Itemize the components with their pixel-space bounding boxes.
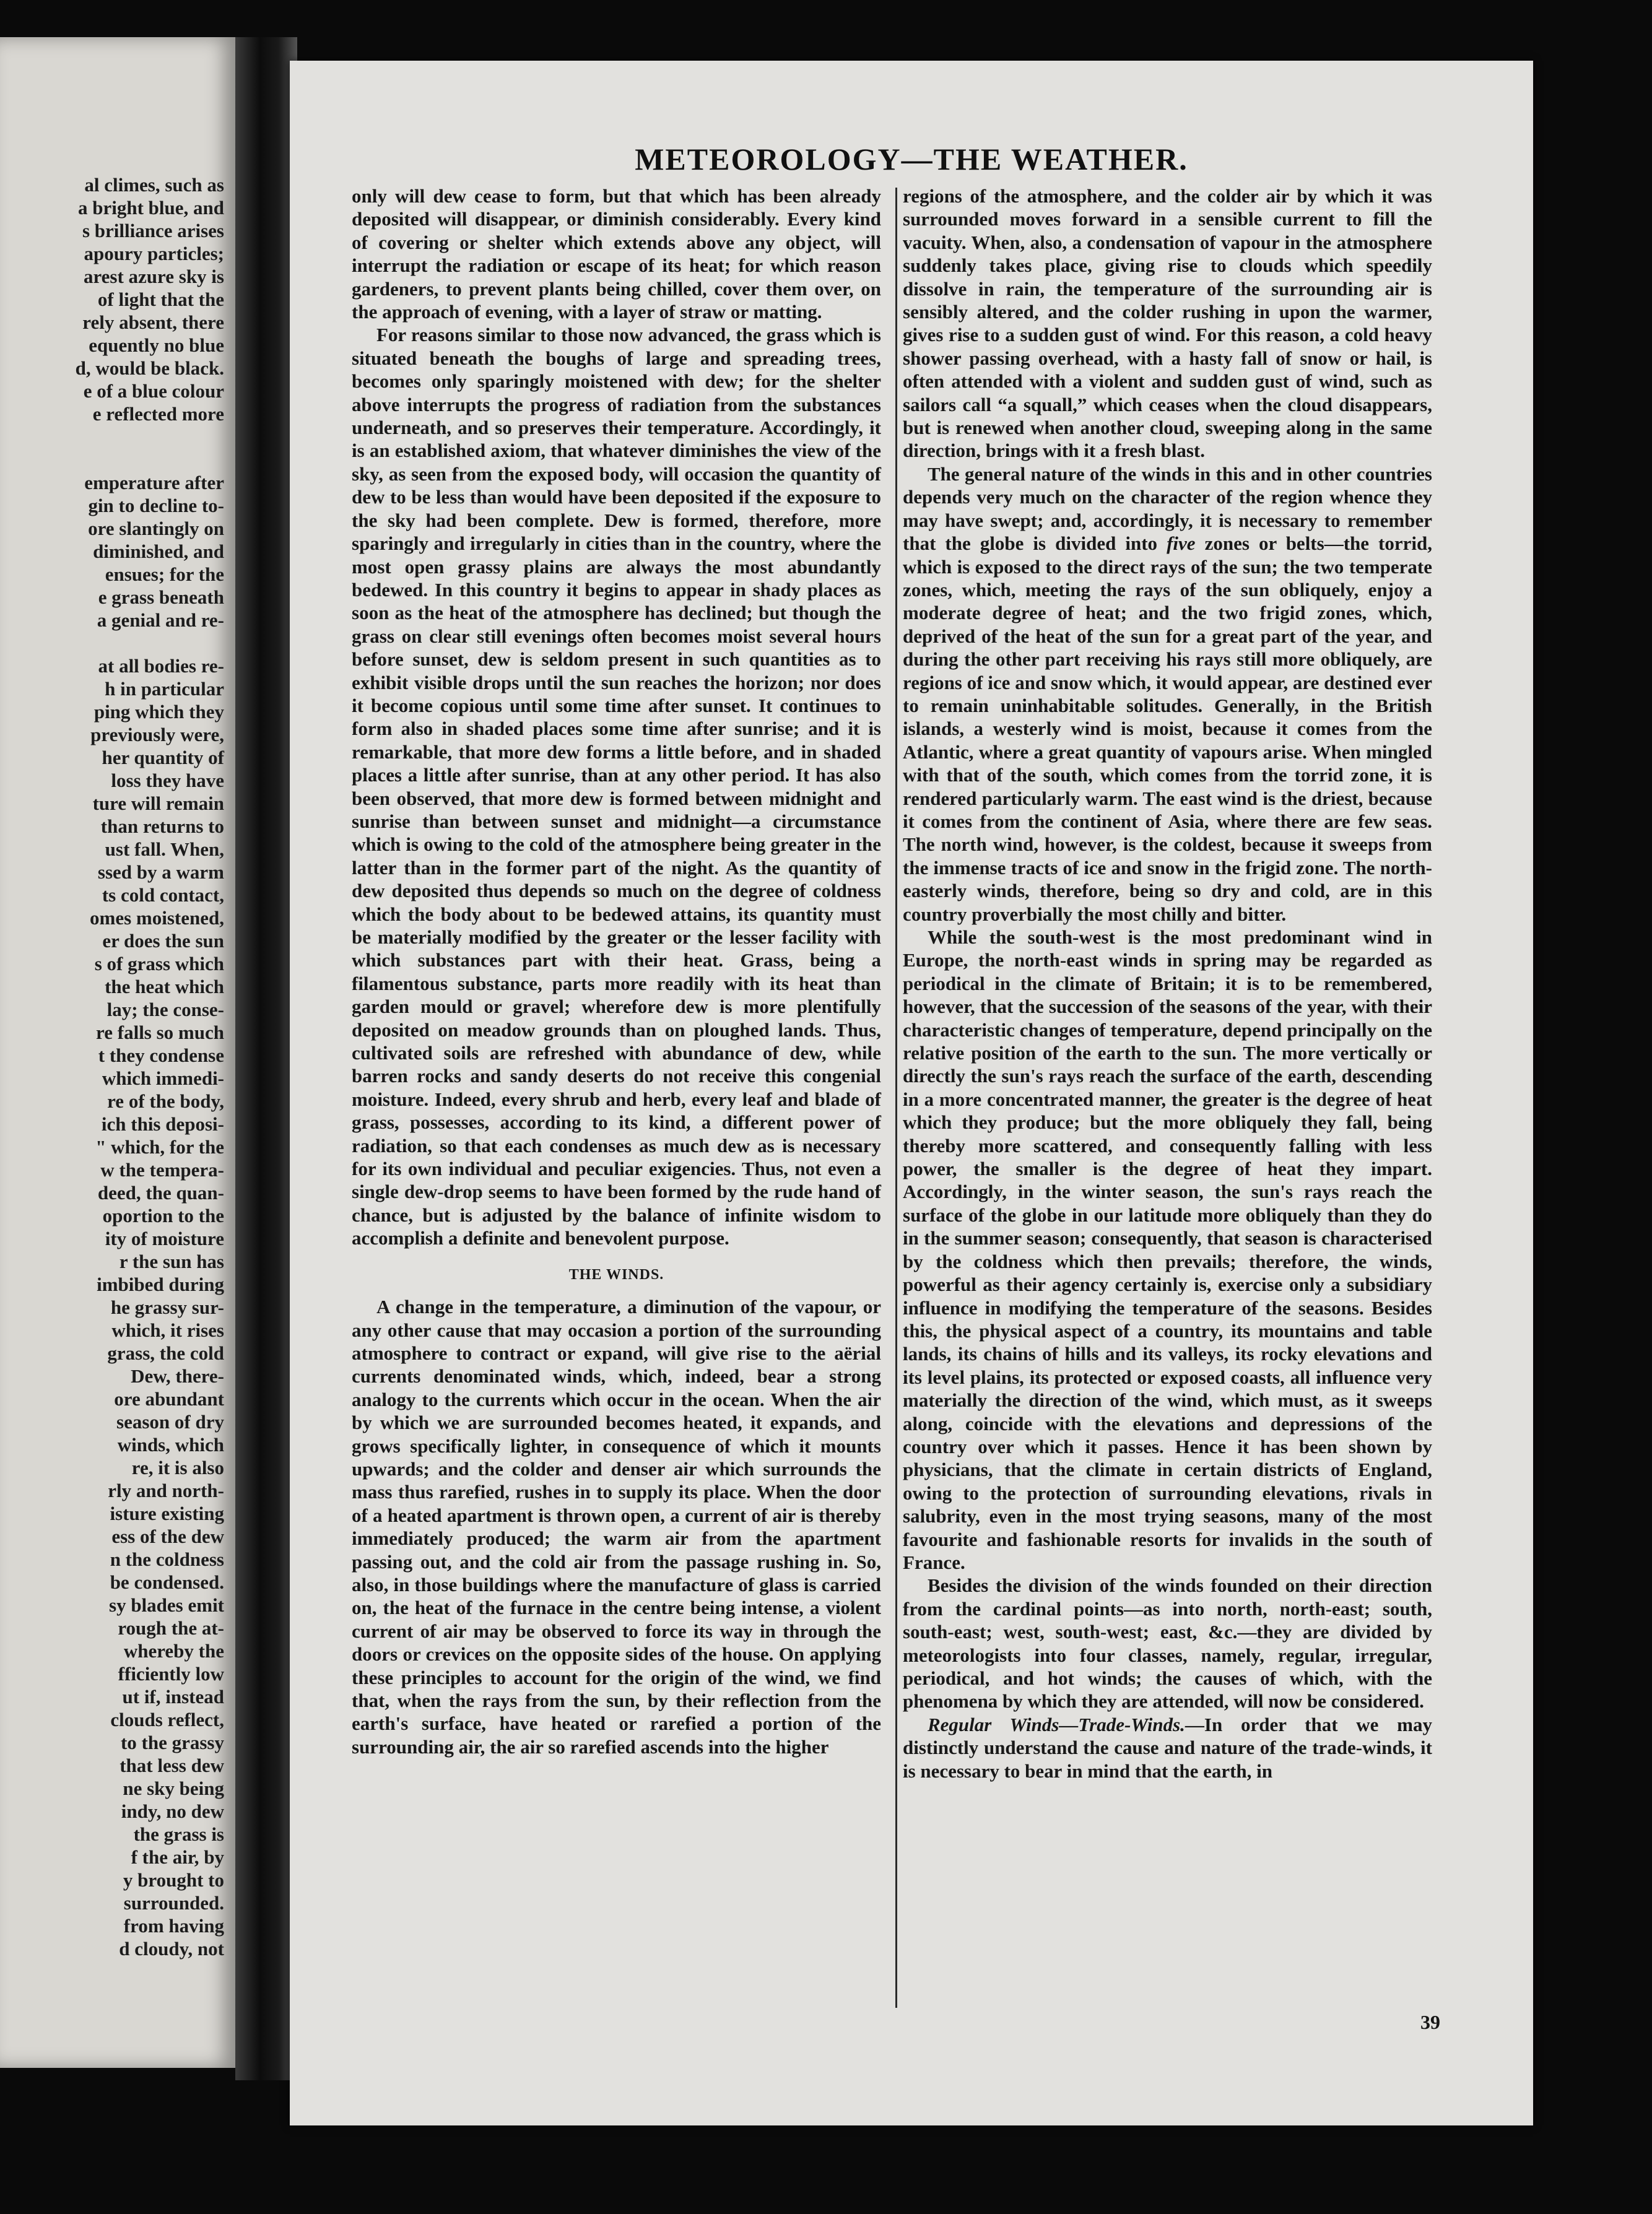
section-heading: THE WINDS. xyxy=(568,1266,664,1283)
page-number: 39 xyxy=(1420,2011,1440,2033)
right-page xyxy=(290,61,1533,2125)
text-run: —In order that we may distinctly understand the cause and nature of the trade-winds, it is necessary to bear in mind that the earth, in xyxy=(903,1713,1432,1782)
text-run: The general nature of the winds in this and in other countries depends very much on the character of the region whence they may have swept; and, accordingly, it is necessary to remember that the globe is divided into xyxy=(903,462,1432,555)
paragraph: only will dew cease to form, but that which has been already deposited will disappear, or diminish considerably. Every kind of covering or shelter which extends above any object, will interrupt the radiation or escape of its heat; for which reason gardeners, to prevent plants being chilled, cover them over, on the approach of evening, with a layer of straw or matting. xyxy=(352,185,881,323)
paragraph: A change in the temperature, a diminution of the vapour, or any other cause that may occasion a portion of the surrounding atmosphere to contract or expand, will give rise to the aërial currents denominated winds, which, indeed, bear a strong analogy to the currents which occur in the ocean. When the air by which we are surrounded becomes heated, it expands, and grows specifically lighter, in consequence of which it mounts upwards; and the colder and denser air which surrounds the mass thus rarefied, rushes in to supply its place. When the door of a heated apartment is thrown open, a current of air is thereby immediately produced; the warm air from the apartment passing out, and the cold air from the passage rushing in. So, also, in those buildings where the manufacture of glass is carried on, the heat of the furnace in the centre being intense, a violent current of air may be observed to force its way in through the doors or crevices on the opposite sides of the house. On applying these principles to account for the origin of the wind, we find that, when the rays from the sun, by their reflection from the earth's surface, have heated or rarefied a portion of the surrounding air, the air so rarefied ascends into the higher xyxy=(352,1296,881,1758)
paragraph: Besides the division of the winds founded on their direction from the cardinal points—as into north, north-east; south, south-east; west, south-west; east, &c.—they are divided by meteorologists into four classes, namely, regular, irregular, periodical, and hot winds; the causes of which, with the phenomena by which they are attended, will now be considered. xyxy=(903,1574,1432,1713)
italic-text: five xyxy=(1167,532,1196,555)
book-gutter xyxy=(235,37,297,2080)
column-rule xyxy=(895,188,897,2008)
right-column xyxy=(903,184,1432,1782)
paragraph xyxy=(903,1713,1432,1782)
running-head: METEOROLOGY—THE WEATHER. xyxy=(635,142,1188,176)
paragraph: While the south-west is the most predominant wind in Europe, the north-east winds in spring may be regarded as periodical in the climate of Britain; it is to be remembered, however, that the succession of the seasons of the year, with their characteristic changes of temperature, depend principally on the relative position of the earth to the sun. The more vertically or directly the sun's rays reach the surface of the earth, descending in a more concentrated manner, the greater is the degree of heat which they produce; but the more obliquely they fall, being thereby more scattered, and consequently falling with less power, the smaller is the degree of heat they impart. Accordingly, in the winter season, the sun's rays reach the surface of the globe in our latitude more obliquely than they do in the summer season; consequently, that season is characterised by the coldness which then prevails; therefore, the winds, powerful as their agency certainly is, exercise only a subsidiary influence in modifying the temperature of the seasons. Besides this, the physical aspect of a country, its mountains and table lands, its chains of hills and its valleys, its rocky elevations and its level plains, its protected or exposed coasts, all influence very materially the direction of the wind, which must, as it sweeps along, coincide with the elevations and depressions of the country over which it passes. Hence it has been shown by physicians, that the climate in certain districts of England, owing to the protection of surrounding elevations, rivals in salubrity, even in the most trying seasons, many of the most favourite and fashionable resorts for invalids in the south of France. xyxy=(903,926,1432,1573)
left-page-text-fragments: al climes, such as a bright blue, and s brilliance arises apoury particles; arest azure sky is of light that the rely absent, there equently no blue d, would be black. e of a blue colour e reflected more emperature after gin to decline to- ore slantingly on diminished, and ensues; for the e grass beneath a genial and re- at all bodies re- h in particular ping which they previously were, her quantity of loss they have ture will remain than returns to ust fall. When, ssed by a warm ts cold contact, omes moistened, er does the sun s of grass which the heat which lay; the conse- re falls so much t they condense which immedi- re of the body, ich this deposi- " which, for the w the tempera- deed, the quan- oportion to the ity of moisture r the sun has imbibed during he grassy sur- which, it rises grass, the cold Dew, there- ore abundant season of dry winds, which re, it is also rly and north- isture existing ess of the dew n the coldness be condensed. sy blades emit rough the at- whereby the fficiently low ut if, instead clouds reflect, to the grassy that less dew ne sky being indy, no dew the grass is f the air, by y brought to surrounded. from having d cloudy, not xyxy=(75,174,224,1960)
paragraph: For reasons similar to those now advanced, the grass which is situated beneath the boughs of large and spreading trees, becomes only sparingly moistened with dew; for the shelter above interrupts the progress of radiation from the substances underneath, and so preserves their temperature. Accordingly, it is an established axiom, that whatever diminishes the view of the sky, as seen from the exposed body, will occasion the quantity of dew to be less than would have been deposited if the exposure to the sky had been complete. Dew is formed, therefore, more sparingly and irregularly in cities than in the country, where the most open grassy plains are always the most abundantly bedewed. In this country it begins to appear in shady places as soon as the heat of the atmosphere has declined; but though the grass on clear still evenings often becomes moist several hours before sunset, dew is seldom present in such quantities as to exhibit visible drops until the sun reaches the horizon; nor does it become copious until some time after sunset. It continues to form also in shaded places some time after sunrise; and it is remarkable, that more dew forms a little before, and in shaded places a little after sunrise, than at any other period. It has also been observed, that more dew is formed between midnight and sunrise than between sunset and midnight—a circumstance which is owing to the cold of the atmosphere being greater in the latter than in the former part of the night. As the quantity of dew deposited thus depends so much on the degree of coldness which the body about to be bedewed attains, its quantity must be materially modified by the greater or the lesser facility with which substances part with their heat. Grass, being a filamentous substance, parts more readily with its heat than garden mould or gravel; wherefore dew is more plentifully deposited on meadow grounds than on ploughed lands. Thus, cultivated soils are refreshed with abundance of dew, while barren rocks and sandy deserts do not receive this congenial moisture. Indeed, every shrub and herb, every leaf and blade of grass, possesses, according to its kind, a different power of radiation, so that each condenses as much dew as is necessary for its own individual and peculiar exigencies. Thus, not even a single dew-drop seems to have been formed by the rude hand of chance, but is adjusted by the balance of infinite wisdom to accomplish a definite and benevolent purpose. xyxy=(352,324,881,1249)
italic-subheading: Regular Winds—Trade-Winds. xyxy=(928,1713,1185,1735)
left-column xyxy=(352,184,881,1758)
text-run: zones or belts—the torrid, which is exposed to the direct rays of the sun; the two temperate zones, which, meeting the rays of the sun obliquely, enjoy a moderate degree of heat; and the two frigid zones, which, deprived of the heat of the sun for a great part of the year, and during the other part receiving his rays still more obliquely, are regions of ice and snow which, it would appear, are destined ever to remain uninhabitable solitudes. Generally, in the British islands, a westerly wind is moist, because it comes from the Atlantic, where a great quantity of vapours arise. When mingled with that of the south, which comes from the torrid zone, it is rendered particularly warm. The east wind is the driest, because it comes from the continent of Asia, where there are few seas. The north wind, however, is the coldest, because it sweeps from the immense tracts of ice and snow in the frigid zone. The north-easterly winds, therefore, being so dry and cold, are in this country proverbially the most chilly and bitter. xyxy=(903,532,1432,925)
left-page-fragment xyxy=(0,37,235,2068)
paragraph xyxy=(903,462,1432,926)
paragraph: regions of the atmosphere, and the colder air by which it was surrounded moves forward in a sensible current to fill the vacuity. When, also, a condensation of vapour in the atmosphere suddenly takes place, giving rise to clouds which speedily dissolve in rain, the temperature of the surrounding air is sensibly altered, and the colder rushing in upon the warmer, gives rise to a sudden gust of wind. For this reason, a cold heavy shower passing overhead, with a hasty fall of snow or hail, is often attended with a violent and sudden gust of wind, such as sailors call “a squall,” which ceases when the cloud disappears, but is renewed when another cloud, sweeping along in the same direction, brings with it a fresh blast. xyxy=(903,185,1432,462)
